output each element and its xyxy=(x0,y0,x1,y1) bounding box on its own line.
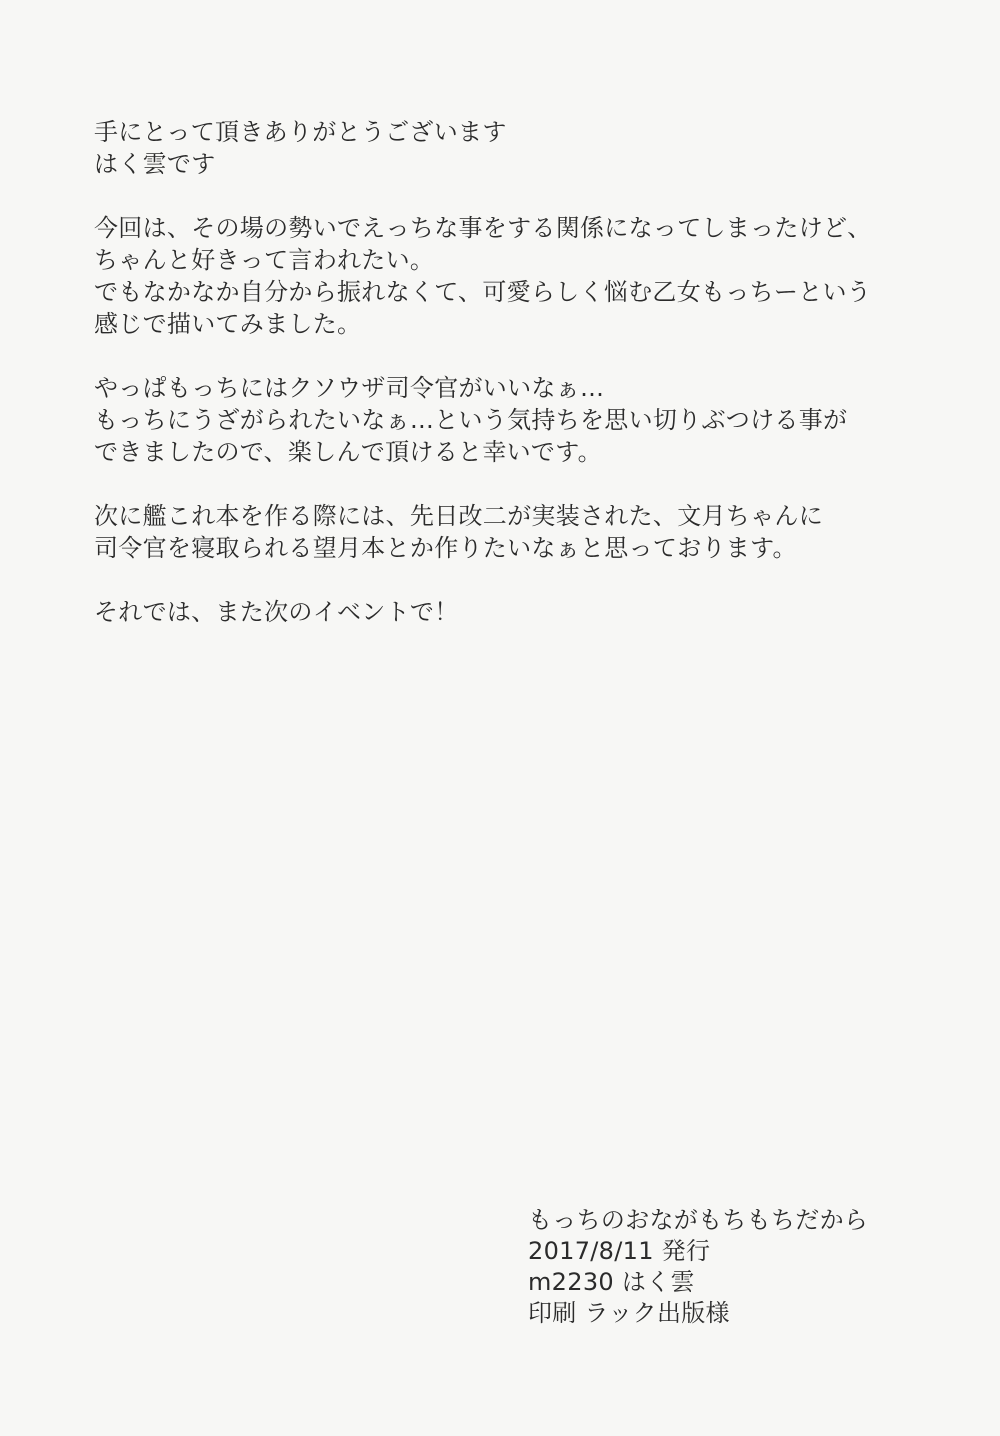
text-line: 感じで描いてみました。 xyxy=(94,310,362,338)
text-line: 今回は、その場の勢いでえっちな事をする関係になってしまったけど、 xyxy=(94,214,872,242)
afterword-text xyxy=(94,116,954,660)
book-title: もっちのおながもちもちだから xyxy=(528,1206,869,1234)
text-line: はく雲です xyxy=(94,150,216,178)
text-line: 手にとって頂きありがとうございます xyxy=(94,118,507,146)
text-line: 次に艦これ本を作る際には、先日改二が実装された、文月ちゃんに xyxy=(94,502,823,530)
text-line: やっぱもっちにはクソウザ司令官がいいなぁ… xyxy=(94,374,605,402)
paragraph-3 xyxy=(94,372,954,468)
publish-date: 2017/8/11 発行 xyxy=(528,1237,711,1265)
paragraph-1 xyxy=(94,116,954,180)
text-line: それでは、また次のイベントで！ xyxy=(94,598,459,626)
paragraph-5 xyxy=(94,596,954,628)
paragraph-2 xyxy=(94,212,954,340)
text-line: できましたので、楽しんで頂けると幸いです。 xyxy=(94,438,602,466)
printer-credit: 印刷 ラック出版様 xyxy=(528,1299,730,1327)
text-line: 司令官を寝取られる望月本とか作りたいなぁと思っております。 xyxy=(94,534,797,562)
circle-name: m2230 はく雲 xyxy=(528,1268,695,1296)
paragraph-4 xyxy=(94,500,954,564)
text-line: でもなかなか自分から振れなくて、可愛らしく悩む乙女もっちーという xyxy=(94,278,872,306)
colophon xyxy=(528,1205,868,1329)
text-line: もっちにうざがられたいなぁ…という気持ちを思い切りぶつける事が xyxy=(94,406,848,434)
text-line: ちゃんと好きって言われたい。 xyxy=(94,246,435,274)
